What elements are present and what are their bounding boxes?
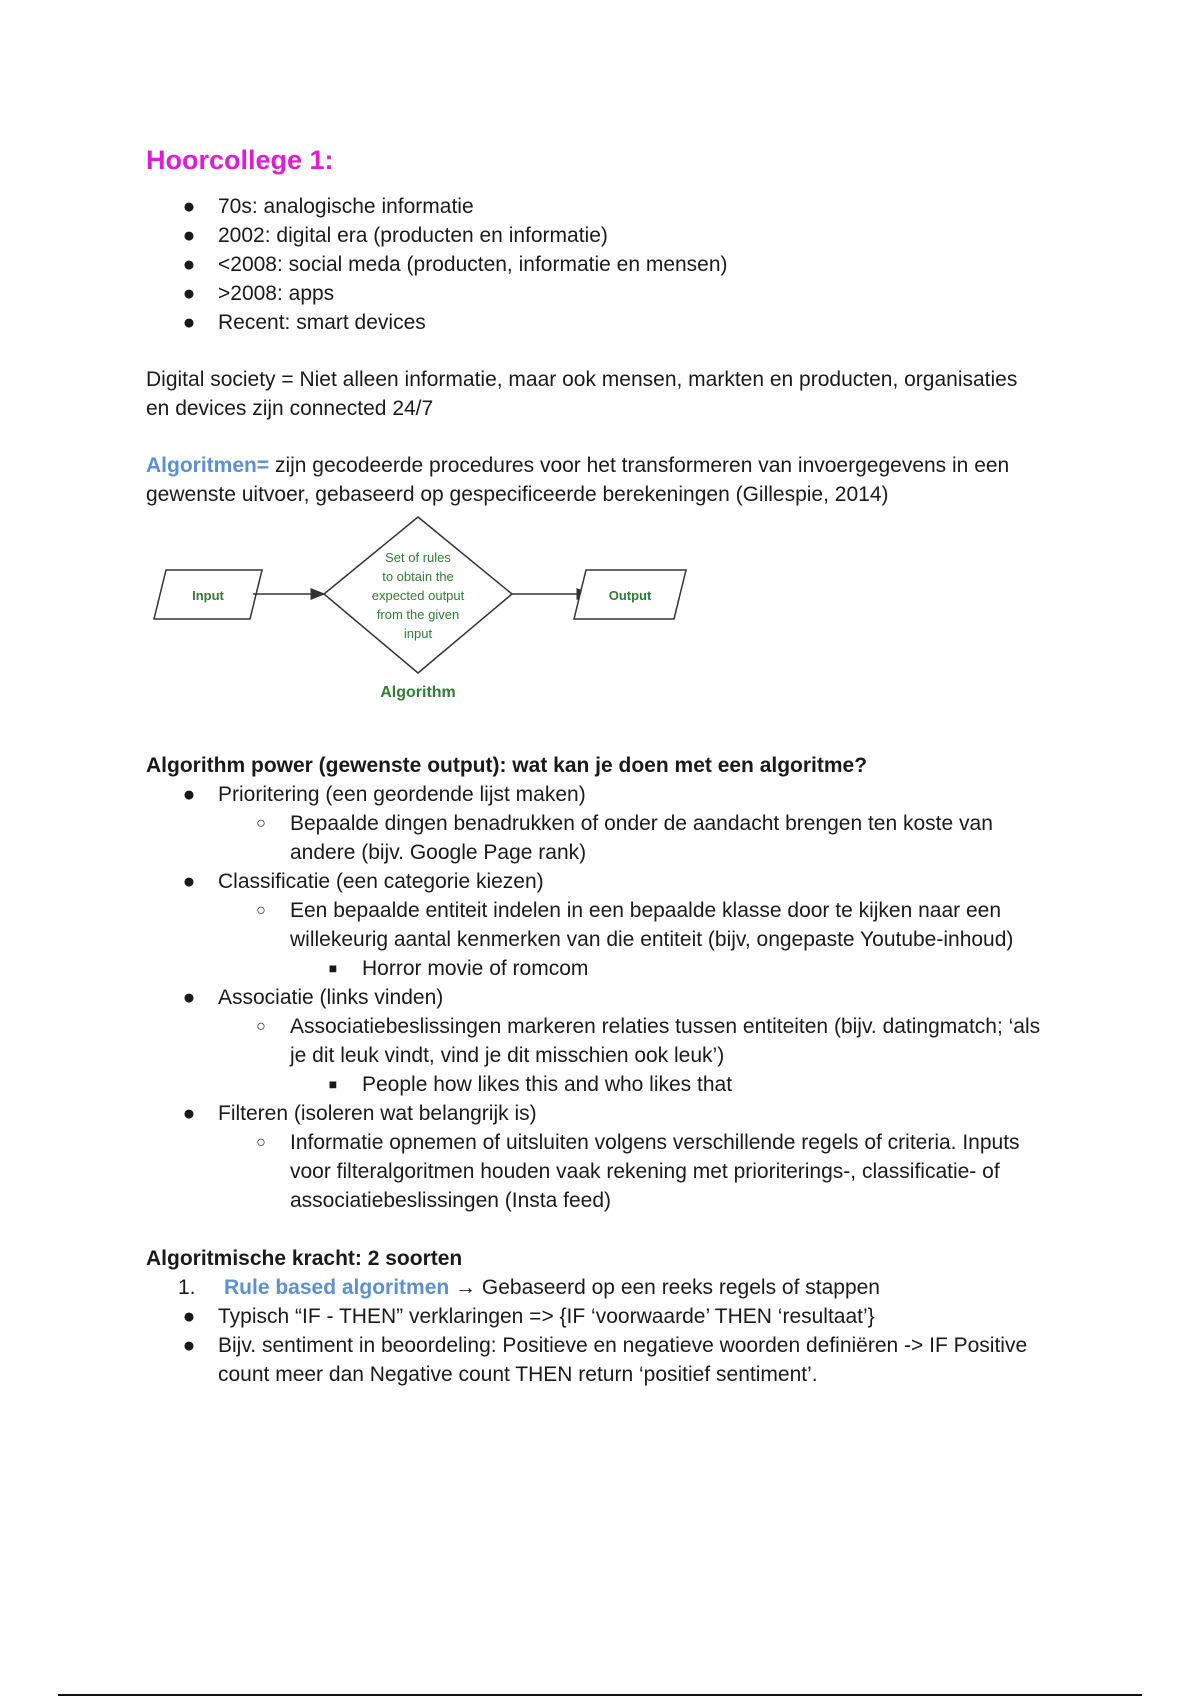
- algorithm-term: Algoritmen=: [146, 454, 270, 477]
- list-item: ● <2008: social meda (producten, informatie en mensen): [146, 250, 1086, 279]
- bullet-icon: ●: [182, 870, 196, 893]
- document-content: [146, 140, 1086, 1389]
- power-list: [146, 780, 1086, 1215]
- bullet-icon: ●: [182, 1305, 196, 1328]
- rules-text-line: expected output: [371, 588, 465, 603]
- bullet-icon: ●: [182, 253, 196, 276]
- history-list: [146, 192, 1086, 337]
- power-heading: Algorithm power (gewenste output): wat kan je doen met een algoritme?: [146, 754, 868, 777]
- bullet-icon: ●: [182, 224, 196, 247]
- list-item: ■ People how likes this and who likes that: [146, 1070, 1086, 1099]
- circle-bullet-icon: ○: [256, 1134, 266, 1151]
- input-label: Input: [192, 588, 224, 603]
- list-item: ● Bijv. sentiment in beoordeling: Positieve en negatieve woorden definiëren -> IF Positive count meer dan Negative count THEN return ‘positief sentiment’.: [146, 1331, 1086, 1389]
- input-shape: [154, 570, 262, 619]
- output-shape: [574, 570, 686, 619]
- rule-based-term: Rule based algoritmen: [224, 1276, 450, 1299]
- rules-text-line: Set of rules: [385, 550, 451, 565]
- list-item: ● >2008: apps: [146, 279, 1086, 308]
- bullet-icon: ●: [182, 1334, 196, 1357]
- bullet-icon: ●: [182, 986, 196, 1009]
- list-item: 1. Rule based algoritmen → Gebaseerd op een reeks regels of stappen: [146, 1273, 1086, 1302]
- square-bullet-icon: ■: [328, 1076, 338, 1092]
- page-divider: [58, 1694, 1142, 1696]
- list-item: ○ Een bepaalde entiteit indelen in een bepaalde klasse door te kijken naar een willekeurig aantal kenmerken van die entiteit (bijv, ongepaste Youtube-inhoud): [146, 896, 1086, 954]
- rules-text-line: input: [403, 626, 433, 641]
- list-item: ● Associatie (links vinden): [146, 983, 1086, 1012]
- rules-diamond: [324, 517, 512, 673]
- list-item: ● 70s: analogische informatie: [146, 192, 1086, 221]
- square-bullet-icon: ■: [328, 960, 338, 976]
- list-item: ○ Bepaalde dingen benadrukken of onder de aandacht brengen ten koste van andere (bijv. Google Page rank): [146, 809, 1086, 867]
- rules-text-line: to obtain the: [382, 569, 454, 584]
- bullet-icon: ●: [182, 783, 196, 806]
- list-item: ● 2002: digital era (producten en informatie): [146, 221, 1086, 250]
- circle-bullet-icon: ○: [256, 815, 266, 832]
- list-number: 1.: [178, 1276, 196, 1299]
- algorithm-diagram: [146, 515, 706, 715]
- bullet-icon: ●: [182, 1102, 196, 1125]
- rules-text-line: from the given: [376, 607, 460, 622]
- kracht-heading: Algoritmische kracht: 2 soorten: [146, 1247, 463, 1270]
- list-item: ● Filteren (isoleren wat belangrijk is): [146, 1099, 1086, 1128]
- kracht-list: [146, 1273, 1086, 1389]
- digital-society-paragraph: Digital society = Niet alleen informatie, maar ook mensen, markten en producten, organisaties en devices zijn connected 24/7: [146, 368, 1018, 420]
- list-item: ○ Associatiebeslissingen markeren relaties tussen entiteiten (bijv. datingmatch; ‘als je dit leuk vindt, vind je dit misschien ook leuk’): [146, 1012, 1086, 1070]
- list-item: ● Recent: smart devices: [146, 308, 1086, 337]
- output-label: Output: [608, 588, 652, 603]
- list-item: ● Classificatie (een categorie kiezen): [146, 867, 1086, 896]
- page-title: Hoorcollege 1:: [146, 145, 334, 175]
- list-item: ■ Horror movie of romcom: [146, 954, 1086, 983]
- list-item: ● Prioritering (een geordende lijst maken): [146, 780, 1086, 809]
- bullet-icon: ●: [182, 282, 196, 305]
- circle-bullet-icon: ○: [256, 1018, 266, 1035]
- diagram-caption: Algorithm: [380, 684, 456, 701]
- bullet-icon: ●: [182, 195, 196, 218]
- circle-bullet-icon: ○: [256, 902, 266, 919]
- bullet-icon: ●: [182, 311, 196, 334]
- list-item: ● Typisch “IF - THEN” verklaringen => {IF ‘voorwaarde’ THEN ‘resultaat’}: [146, 1302, 1086, 1331]
- algorithm-definition: Algoritmen= zijn gecodeerde procedures voor het transformeren van invoergegevens in een gewenste uitvoer, gebaseerd op gespecificeerde berekeningen (Gillespie, 2014): [146, 454, 1010, 506]
- list-item: ○ Informatie opnemen of uitsluiten volgens verschillende regels of criteria. Inputs voor filteralgoritmen houden vaak rekening met prioriterings-, classificatie- of associatiebeslissingen (Insta feed): [146, 1128, 1086, 1215]
